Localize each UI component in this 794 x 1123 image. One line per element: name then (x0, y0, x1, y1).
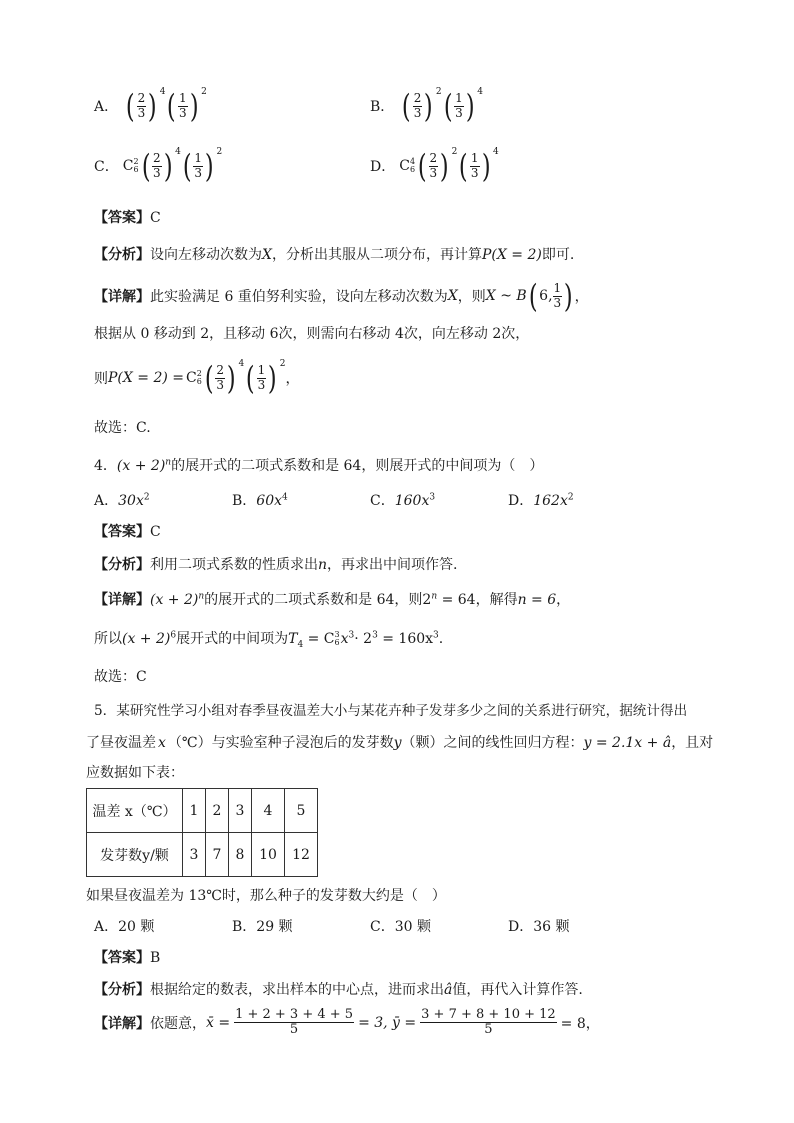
table-cell: 10 (252, 833, 285, 877)
table-cell: 5 (285, 789, 318, 833)
table-cell: 3 (183, 833, 206, 877)
q4-detail-line2: 所以$(x + 2)^6$展开式的中间项为$T_4 = C$ 3 6 $x^3\cdot 2^3 = 160x^3$. (94, 630, 444, 650)
q5-question: 如果昼夜温差为 13℃时，那么种子的发芽数大约是（ ） (86, 888, 446, 904)
q3-option-d: D． C 4 6 ( $\frac{2}{3}$ ) 2 ( $\frac{1}{3}$ ) 4 (370, 147, 499, 185)
q5-option-a: A．20 颗 (94, 919, 155, 935)
q4-answer: 【答案】C (94, 524, 161, 540)
q3-option-a: A． ( $\frac{2}{3}$ ) 4 ( $\frac{1}{3}$ ) 2 (94, 87, 207, 125)
option-label: A． (94, 99, 119, 115)
q3-analysis: 【分析】设向左移动次数为X，分析出其服从二项分布，再计算P(X = 2)即可. (94, 247, 575, 263)
option-label: B． (370, 99, 395, 115)
table-cell: 4 (252, 789, 285, 833)
q5-option-d: D．36 颗 (508, 919, 570, 935)
q5-stem-line2: 了昼夜温差 x （℃）与实验室种子浸泡后的发芽数y（颗）之间的线性回归方程：y = 2.1x + â，且对 (86, 735, 714, 751)
q4-option-a: A．$30x^2$ (94, 492, 150, 509)
q5-detail: 【详解】 依题意， x̄ = $\frac{1 + 2 + 3 + 4 + 5}{5}$ = 3, ȳ = $\frac{3 + 7 + 8 + 10 + 12}{5}$ = 8， (94, 1007, 600, 1038)
q5-data-table (86, 788, 318, 877)
table-cell: 1 (183, 789, 206, 833)
q3-detail-line2: 根据从 0 移动到 2，且移动 6次，则需向右移动 4次，向左移动 2次， (94, 326, 530, 342)
table-cell: 8 (229, 833, 252, 877)
table-row (87, 833, 318, 877)
table-header-cell: 温差 x（℃） (87, 789, 183, 833)
q4-stem: 4．$(x + 2)^n$的展开式的二项式系数和是 64，则展开式的中间项为（ ） (94, 457, 544, 474)
option-label: C． (94, 159, 119, 175)
q4-conclusion: 故选：C (94, 669, 147, 685)
table-cell: 3 (229, 789, 252, 833)
table-cell: 7 (206, 833, 229, 877)
q5-stem-line3: 应数据如下表： (86, 765, 184, 781)
q4-option-b: B．$60x^4$ (232, 492, 288, 509)
q5-stem-line1: 5．某研究性学习小组对春季昼夜温差大小与某花卉种子发芽多少之间的关系进行研究，据统计得出 (94, 703, 688, 719)
table-cell: 12 (285, 833, 318, 877)
table-header-cell: 发芽数y/颗 (87, 833, 183, 877)
table-cell: 2 (206, 789, 229, 833)
q5-option-b: B．29 颗 (232, 919, 293, 935)
q3-detail-line3: 则 P(X = 2) = C 2 6 ( $\frac{2}{3}$ ) 4 ( $\frac{1}{3}$ ) 2 ， (94, 359, 300, 397)
q4-option-d: D．$162x^2$ (508, 492, 574, 509)
q5-analysis: 【分析】根据给定的数表，求出样本的中心点，进而求出â值，再代入计算作答. (94, 982, 583, 998)
table-row (87, 789, 318, 833)
q4-analysis: 【分析】利用二项式系数的性质求出n，再求出中间项作答. (94, 557, 458, 573)
q3-option-c: C． C 2 6 ( $\frac{2}{3}$ ) 4 ( $\frac{1}{3}$ ) 2 (94, 147, 223, 185)
q3-conclusion: 故选：C. (94, 420, 151, 436)
q3-answer: 【答案】C (94, 210, 161, 226)
q3-detail-line1: 【详解】 此实验满足 6 重伯努利实验，设向左移动次数为 X ，则 X ~ B ( 6, $\frac{1}{3}$ ) ， (94, 277, 589, 315)
q5-answer: 【答案】B (94, 950, 161, 966)
q3-option-b: B． ( $\frac{2}{3}$ ) 2 ( $\frac{1}{3}$ ) 4 (370, 87, 483, 125)
q5-option-c: C．30 颗 (370, 919, 431, 935)
option-label: D． (370, 159, 396, 175)
q4-option-c: C．$160x^3$ (370, 492, 436, 509)
q4-detail-line1: 【详解】$(x + 2)^n$的展开式的二项式系数和是 64，则$2^n = 64$，解得n = 6， (94, 591, 571, 608)
